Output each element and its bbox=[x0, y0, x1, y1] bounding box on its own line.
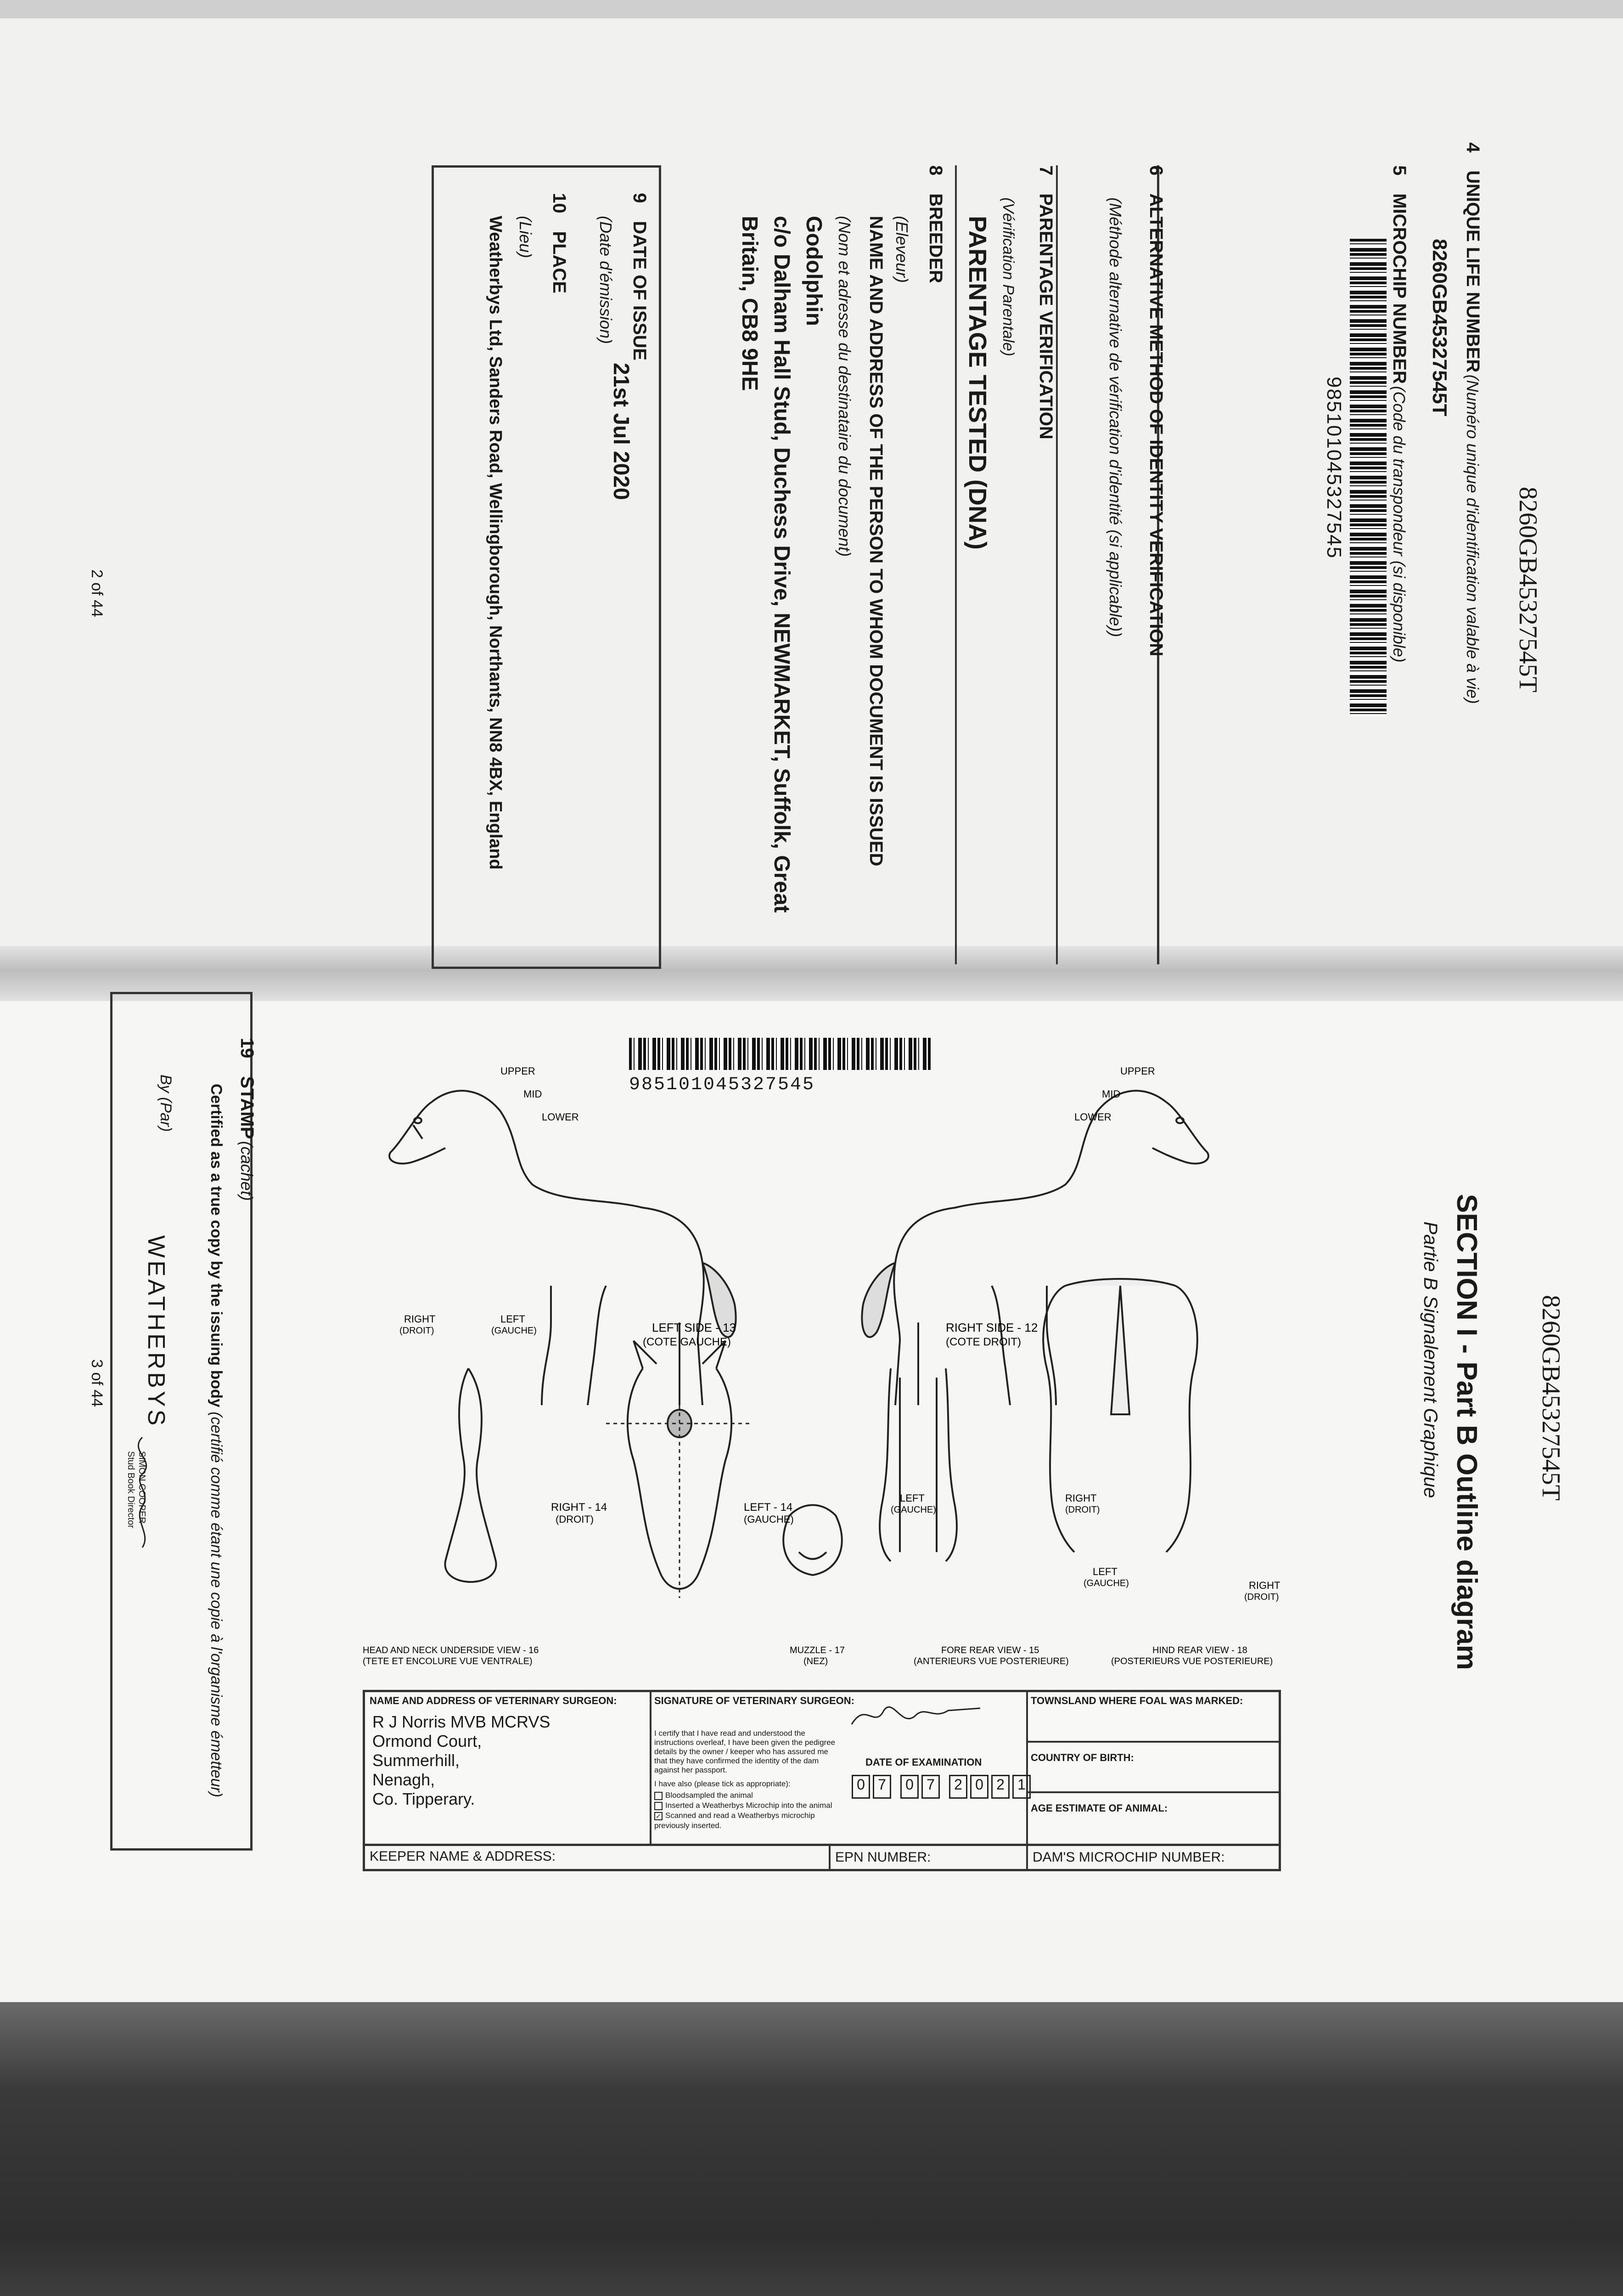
head-neck-caption: HEAD AND NECK UNDERSIDE VIEW - 16 bbox=[363, 1645, 539, 1655]
keeper-label: KEEPER NAME & ADDRESS: bbox=[370, 1849, 556, 1864]
neck-right-label-fr: (DROIT) bbox=[399, 1326, 434, 1336]
field-8-sub: (Eleveur) bbox=[893, 216, 911, 283]
left-side-label-fr: (COTE GAUCHE) bbox=[643, 1336, 731, 1348]
barcode-number: 985101045327545 bbox=[629, 1075, 815, 1095]
by-label: By (Par) bbox=[157, 1075, 174, 1132]
field-8-row: 8 BREEDER bbox=[926, 165, 946, 283]
muzzle-caption-fr: (NEZ) bbox=[803, 1656, 828, 1666]
field-5-value: 985101045327545 bbox=[1323, 377, 1345, 559]
field-7-sub: (Vérification Parentale) bbox=[1000, 197, 1017, 356]
vet-name-label: NAME AND ADDRESS OF VETERINARY SURGEON: bbox=[370, 1695, 617, 1706]
checkbox-inserted-chip[interactable]: Inserted a Weatherbys Microchip into the animal bbox=[654, 1801, 847, 1811]
head-neck-caption-fr: (TETE ET ENCOLURE VUE VENTRALE) bbox=[363, 1656, 533, 1666]
head-left-label: LEFT - 14 bbox=[744, 1501, 793, 1514]
field-7-value: PARENTAGE TESTED (DNA) bbox=[964, 216, 991, 550]
horse-head-front bbox=[606, 1341, 753, 1598]
weatherbys-logo: WEATHERBYS bbox=[143, 1235, 169, 1429]
date-exam-label: DATE OF EXAMINATION bbox=[865, 1756, 982, 1768]
vet-right-cells bbox=[1026, 1692, 1279, 1844]
issue-box bbox=[432, 165, 661, 969]
date-issue-value: 21st Jul 2020 bbox=[609, 363, 633, 500]
section-title: SECTION I - Part B Outline diagram bbox=[1451, 1194, 1483, 1670]
field-5-sub: (Code du transpondeur (si disponible) bbox=[1390, 386, 1409, 663]
field-4-value: 8260GB45327545T bbox=[1428, 239, 1451, 416]
vet-address-cell bbox=[365, 1692, 651, 1844]
field-7-label: PARENTAGE VERIFICATION bbox=[1036, 193, 1056, 439]
horse-left-side bbox=[389, 1091, 736, 1405]
hind-rear-caption-fr: (POSTERIEURS VUE POSTERIEURE) bbox=[1111, 1656, 1273, 1666]
lower-label-left: LOWER bbox=[542, 1111, 579, 1123]
place-sub: (Lieu) bbox=[516, 216, 535, 259]
certified-line: Certified as a true copy by the issuing body bbox=[208, 1084, 225, 1407]
townsland-label: TOWNSLAND WHERE FOAL WAS MARKED: bbox=[1026, 1692, 1279, 1743]
neck-right-label: RIGHT bbox=[404, 1313, 436, 1325]
fore-right-label-fr: (DROIT) bbox=[1065, 1505, 1100, 1515]
vet-signature-cell bbox=[650, 1692, 1028, 1844]
signatory-name: SIMON COOPER bbox=[137, 1451, 147, 1524]
certify-text: I certify that I have read and understood the instructions overleaf, I have been given the pedigree details by the owner / keeper who has assured me that they have confirmed the identity of the dam against her passport. bbox=[654, 1729, 836, 1774]
section-subtitle: Partie B Signalement Graphique bbox=[1420, 1221, 1442, 1498]
fore-right-label: RIGHT bbox=[1065, 1492, 1097, 1504]
stamp-row: 19 STAMP (cachet) bbox=[237, 1038, 257, 1201]
field-6-label: ALTERNATIVE METHOD OF IDENTITY VERIFICATION bbox=[1146, 193, 1166, 657]
country-birth-label: COUNTRY OF BIRTH: bbox=[1026, 1743, 1279, 1793]
date-issue-label: DATE OF ISSUE bbox=[629, 221, 650, 360]
certified-row bbox=[207, 1084, 225, 1797]
upper-label-right: UPPER bbox=[1120, 1065, 1155, 1077]
field-4-sub: (Numéro unique d'identification valable à vie) bbox=[1463, 374, 1482, 704]
vet-signature bbox=[847, 1697, 985, 1733]
upper-label-left: UPPER bbox=[500, 1065, 535, 1077]
field-6-sub: (Méthode alternative de vérification d'identité (si applicable)) bbox=[1106, 197, 1125, 637]
mid-label-right: MID bbox=[1102, 1088, 1121, 1100]
issued-to-address-2: Britain, CB8 9HE bbox=[737, 216, 762, 391]
divider bbox=[1056, 165, 1058, 964]
mid-label-left: MID bbox=[523, 1088, 542, 1100]
issued-to-address-1: c/o Dalham Hall Stud, Duchess Drive, NEWMARKET, Suffolk, Great bbox=[769, 216, 794, 913]
age-estimate-label: AGE ESTIMATE OF ANIMAL: bbox=[1031, 1802, 1168, 1814]
left-side-label: LEFT SIDE - 13 bbox=[652, 1321, 736, 1334]
fore-left-label: LEFT bbox=[900, 1492, 925, 1504]
right-side-label-fr: (COTE DROIT) bbox=[946, 1336, 1021, 1348]
certified-line-fr: (certifié comme étant une copie à l'organisme émetteur) bbox=[208, 1412, 225, 1798]
microchip-barcode-page2 bbox=[1350, 239, 1387, 716]
stamp-label: STAMP bbox=[237, 1076, 257, 1139]
place-row: 10 PLACE bbox=[549, 193, 569, 293]
vet-form-table bbox=[363, 1690, 1281, 1846]
epn-label: EPN NUMBER: bbox=[829, 1846, 931, 1869]
stamp-box bbox=[110, 992, 253, 1851]
vet-signature-label: SIGNATURE OF VETERINARY SURGEON: bbox=[654, 1695, 854, 1706]
field-4-label: UNIQUE LIFE NUMBER bbox=[1463, 170, 1483, 373]
field-6-row: 6 ALTERNATIVE METHOD OF IDENTITY VERIFICATION bbox=[1146, 165, 1166, 657]
divider bbox=[955, 165, 957, 964]
fore-rear-caption: FORE REAR VIEW - 15 bbox=[941, 1645, 1039, 1655]
checkbox-scanned-chip[interactable]: ✓ Scanned and read a Weatherbys microchip previously inserted. bbox=[654, 1811, 815, 1830]
neck-left-label: LEFT bbox=[500, 1313, 525, 1325]
right-side-label: RIGHT SIDE - 12 bbox=[946, 1321, 1038, 1334]
ule-header-page2: 8260GB45327545T bbox=[1514, 487, 1542, 692]
neck-left-label-fr: (GAUCHE) bbox=[491, 1326, 537, 1336]
hind-right-label-fr: (DROIT) bbox=[1244, 1592, 1279, 1602]
horse-right-side bbox=[862, 1091, 1208, 1405]
field-7-row: 7 PARENTAGE VERIFICATION bbox=[1036, 165, 1056, 439]
hind-right-label: RIGHT bbox=[1249, 1580, 1280, 1591]
field-4-row: 4 UNIQUE LIFE NUMBER (Numéro unique d'identification valable à vie) bbox=[1463, 142, 1483, 704]
field-8-label: BREEDER bbox=[926, 193, 946, 283]
ule-header-page3: 8260GB45327545T bbox=[1537, 1295, 1565, 1501]
issued-to-sub: (Nom et adresse du destinataire du document) bbox=[835, 216, 854, 557]
checkbox-bloodsampled[interactable]: Bloodsampled the animal bbox=[654, 1790, 847, 1801]
issued-to-label: NAME AND ADDRESS OF THE PERSON TO WHOM DOCUMENT IS ISSUED bbox=[866, 216, 886, 867]
issued-to-name: Godolphin bbox=[802, 216, 826, 326]
muzzle-caption: MUZZLE - 17 bbox=[790, 1645, 845, 1655]
vet-checkboxes bbox=[654, 1790, 847, 1831]
fore-rear-caption-fr: (ANTERIEURS VUE POSTERIEURE) bbox=[914, 1656, 1069, 1666]
horse-neck-underside bbox=[445, 1368, 496, 1582]
signatory-title: Stud Book Director bbox=[126, 1451, 136, 1528]
head-right-label: RIGHT - 14 bbox=[551, 1501, 607, 1514]
page-number-3: 3 of 44 bbox=[88, 1359, 106, 1407]
hind-left-label: LEFT bbox=[1093, 1566, 1118, 1577]
field-5-label: MICROCHIP NUMBER bbox=[1389, 193, 1410, 384]
have-also-label: I have also (please tick as appropriate): bbox=[654, 1779, 791, 1788]
hind-rear-caption: HIND REAR VIEW - 18 bbox=[1152, 1645, 1247, 1655]
lower-label-right: LOWER bbox=[1074, 1111, 1112, 1123]
fore-left-label-fr: (GAUCHE) bbox=[891, 1505, 936, 1515]
place-label: PLACE bbox=[549, 231, 569, 293]
stamp-sub: (cachet) bbox=[237, 1141, 256, 1201]
scanner-dark-area bbox=[0, 2002, 1623, 2296]
hind-left-label-fr: (GAUCHE) bbox=[1084, 1578, 1129, 1588]
dam-chip-label: DAM'S MICROCHIP NUMBER: bbox=[1026, 1846, 1225, 1869]
head-right-label-fr: (DROIT) bbox=[556, 1514, 594, 1525]
field-5-row: 5 MICROCHIP NUMBER (Code du transpondeur (si disponible) bbox=[1389, 165, 1410, 663]
head-left-label-fr: (GAUCHE) bbox=[744, 1514, 794, 1525]
keeper-row bbox=[363, 1846, 1281, 1871]
horse-outline-diagram bbox=[349, 1047, 1322, 1676]
page-number-2: 2 of 44 bbox=[88, 569, 106, 617]
date-exam-digits: 0 7 0 7 2 0 2 1 bbox=[852, 1775, 1031, 1799]
place-value: Weatherbys Ltd, Sanders Road, Wellingborough, Northants, NN8 4BX, England bbox=[486, 216, 505, 870]
scan-top-edge bbox=[0, 0, 1623, 18]
vet-address: R J Norris MVB MCRVS Ormond Court, Summerhill, Nenagh, Co. Tipperary. bbox=[372, 1712, 550, 1808]
date-issue-sub: (Date d'émission) bbox=[596, 216, 615, 344]
date-issue-row: 9 DATE OF ISSUE bbox=[629, 193, 650, 360]
